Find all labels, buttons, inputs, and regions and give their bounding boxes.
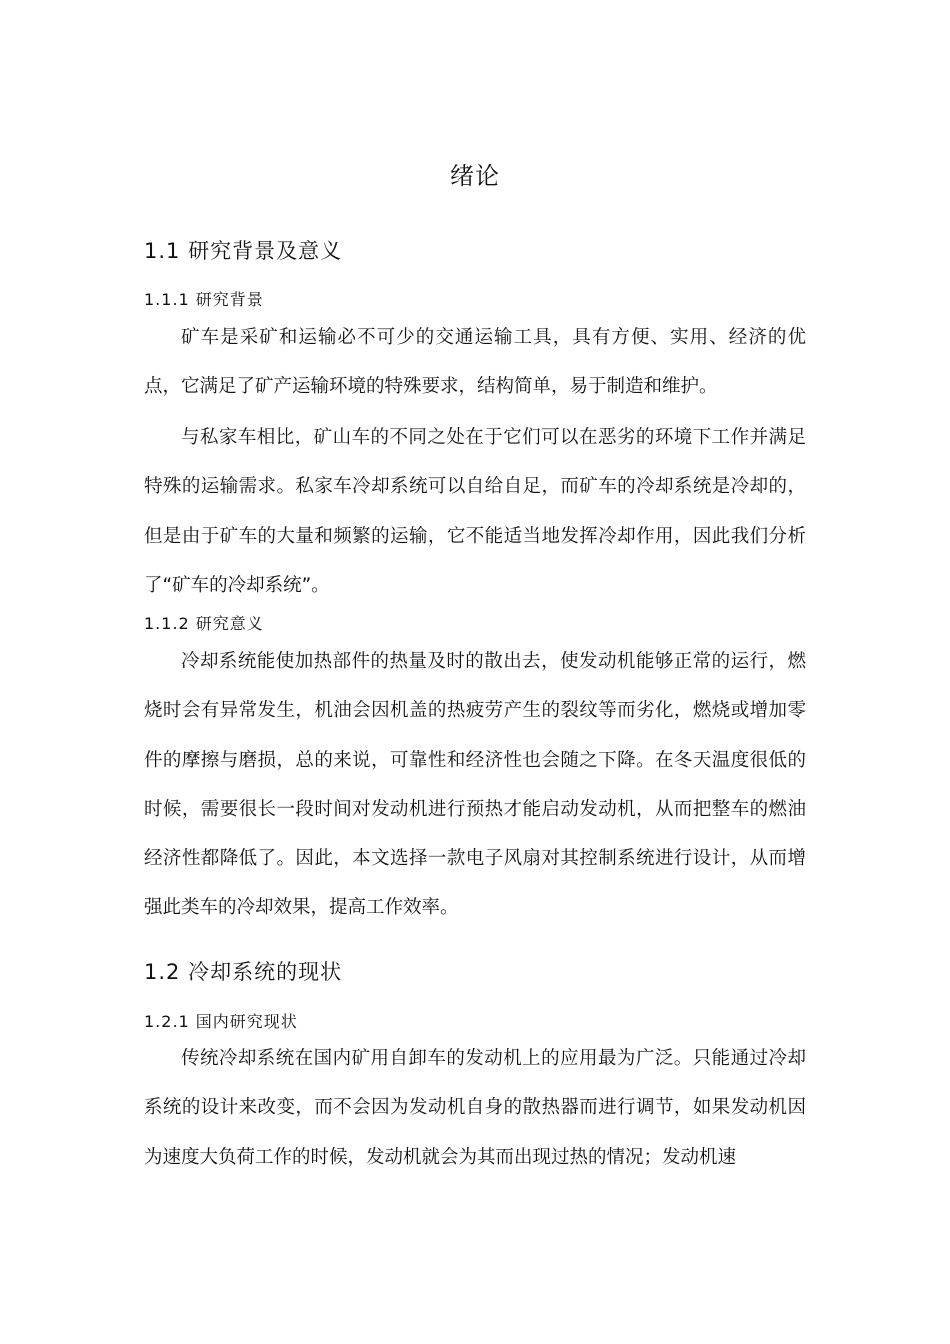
- paragraph-1-2-1-a: 传统冷却系统在国内矿用自卸车的发动机上的应用最为广泛。只能通过冷却系统的设计来改变，而不会因为发动机自身的散热器而进行调节，如果发动机因为速度大负荷工作的时候，发动机就会为其而出现过热的情况；发动机速: [144, 1048, 806, 1168]
- paragraph-1-1-2-a: 冷却系统能使加热部件的热量及时的散出去，使发动机能够正常的运行，燃烧时会有异常发生，机油会因机盖的热疲劳产生的裂纹等而劣化，燃烧或增加零件的摩擦与磨损，总的来说，可靠性和经济性也会随之下降。在冬天温度很低的时候，需要很长一段时间对发动机进行预热才能启动发动机，从而把整车的燃油经济性都降低了。因此，本文选择一款电子风扇对其控制系统进行设计，从而增强此类车的冷却效果，提高工作效率。: [144, 651, 806, 919]
- subsection-heading-1-1-2: 1.1.2 研究意义: [144, 614, 264, 633]
- section-heading-1-1: 1.1 研究背景及意义: [144, 239, 343, 263]
- subsection-heading-1-2-1: 1.2.1 国内研究现状: [144, 1012, 298, 1031]
- paragraph-1-1-1-b: 与私家车相比，矿山车的不同之处在于它们可以在恶劣的环境下工作并满足特殊的运输需求。私家车冷却系统可以自给自足，而矿车的冷却系统是冷却的，但是由于矿车的大量和频繁的运输，它不能适当地发挥冷却作用，因此我们分析了“矿车的冷却系统”。: [144, 427, 806, 596]
- subsection-heading-1-1-1: 1.1.1 研究背景: [144, 290, 264, 309]
- section-heading-1-2: 1.2 冷却系统的现状: [144, 960, 343, 984]
- paragraph-1-1-1-a: 矿车是采矿和运输必不可少的交通运输工具，具有方便、实用、经济的优点，它满足了矿产运输环境的特殊要求，结构简单，易于制造和维护。: [144, 327, 806, 398]
- page-title: 绪论: [450, 162, 500, 190]
